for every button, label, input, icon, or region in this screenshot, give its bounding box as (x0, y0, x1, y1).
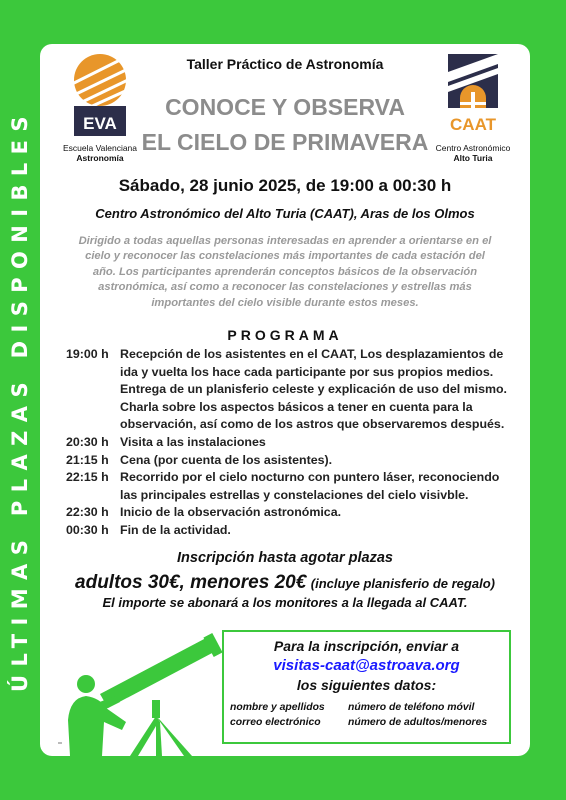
contact-fields (230, 700, 505, 730)
eva-caption-line1: Escuela Valenciana (62, 143, 138, 153)
caat-caption-line1: Centro Astronómico (435, 143, 511, 153)
program-time: 22:15 h (66, 470, 109, 485)
program-time: 20:30 h (66, 434, 109, 449)
contact-line3: los siguientes datos: (296, 677, 437, 693)
contact-email[interactable]: visitas-caat@astroava.org (273, 657, 460, 674)
poster-panel (40, 44, 530, 756)
field-email: correo electrónico (230, 717, 321, 728)
program-text: Recepción de los asistentes en el CAAT, Los desplazamientos de ida y vuelta los hace cada participante por sus propios medios. Entrega de un planisferio celeste y explicación de uso del mismo. Charla sobre los aspectos básicos a tener en cuenta para la observación, así como de los astros que observaremos después. (120, 347, 507, 432)
program-item (66, 452, 516, 470)
price-text: adultos 30€, menores 20€ (75, 572, 307, 593)
caat-acronym: CAAT (450, 115, 496, 134)
eva-acronym: EVA (83, 114, 117, 133)
program-item (66, 434, 516, 452)
contact-line1: Para la inscripción, enviar a (273, 638, 460, 654)
tiny-mark (58, 742, 62, 744)
field-people: número de adultos/menores (348, 717, 488, 728)
telescope-observer-icon (60, 632, 230, 756)
program-text: Recorrido por el cielo nocturno con puntero láser, reconociendo las principales estrellas y constelaciones del cielo visivble. (120, 470, 500, 502)
program-text: Inicio de la observación astronómica. (120, 505, 342, 520)
program-time: 00:30 h (66, 522, 109, 537)
payment-note: El importe se abonará a los monitores a la llegada al CAAT. (102, 595, 468, 610)
program-item (66, 522, 516, 540)
event-date: Sábado, 28 junio 2025, de 19:00 a 00:30 h (118, 176, 452, 195)
program-text: Cena (por cuenta de los asistentes). (120, 452, 333, 467)
program-item (66, 346, 516, 434)
program-list (66, 346, 516, 540)
event-place: Centro Astronómico del Alto Turia (CAAT), Aras de los Olmos (95, 206, 475, 221)
caat-caption-line2: Alto Turia (453, 153, 493, 163)
registration-notice: Inscripción hasta agotar plazas (177, 550, 393, 566)
event-description: Dirigido a todas aquellas personas interesadas en aprender a orientarse en el cielo y reconocer las constelaciones más importantes de cada estación del año. Los participantes aprenderán conceptos básicos de la observación astronómica, así como a reconocer las constelaciones y estrellas más importantes del cielo visible durante estos meses. (78, 235, 492, 309)
eva-caption-line2: Astronomía (76, 153, 124, 163)
sidebar-text: ÚLTIMAS PLAZAS DISPONIBLES (8, 108, 32, 692)
field-name: nombre y apellidos (230, 702, 325, 713)
sidebar-banner (0, 0, 40, 800)
price-line (40, 572, 530, 594)
title-line2: EL CIELO DE PRIMAVERA (141, 129, 429, 155)
program-time: 21:15 h (66, 452, 109, 467)
field-phone: número de teléfono móvil (348, 702, 475, 713)
program-item (66, 469, 516, 504)
workshop-label: Taller Práctico de Astronomía (186, 56, 384, 72)
program-title: PROGRAMA (227, 327, 343, 343)
contact-box (222, 630, 511, 744)
program-text: Fin de la actividad. (120, 522, 231, 537)
program-text: Visita a las instalaciones (120, 434, 266, 449)
program-time: 22:30 h (66, 505, 109, 520)
title-line1: CONOCE Y OBSERVA (165, 94, 405, 120)
price-note: (incluye planisferio de regalo) (310, 576, 495, 591)
program-item (66, 504, 516, 522)
program-time: 19:00 h (66, 347, 109, 361)
